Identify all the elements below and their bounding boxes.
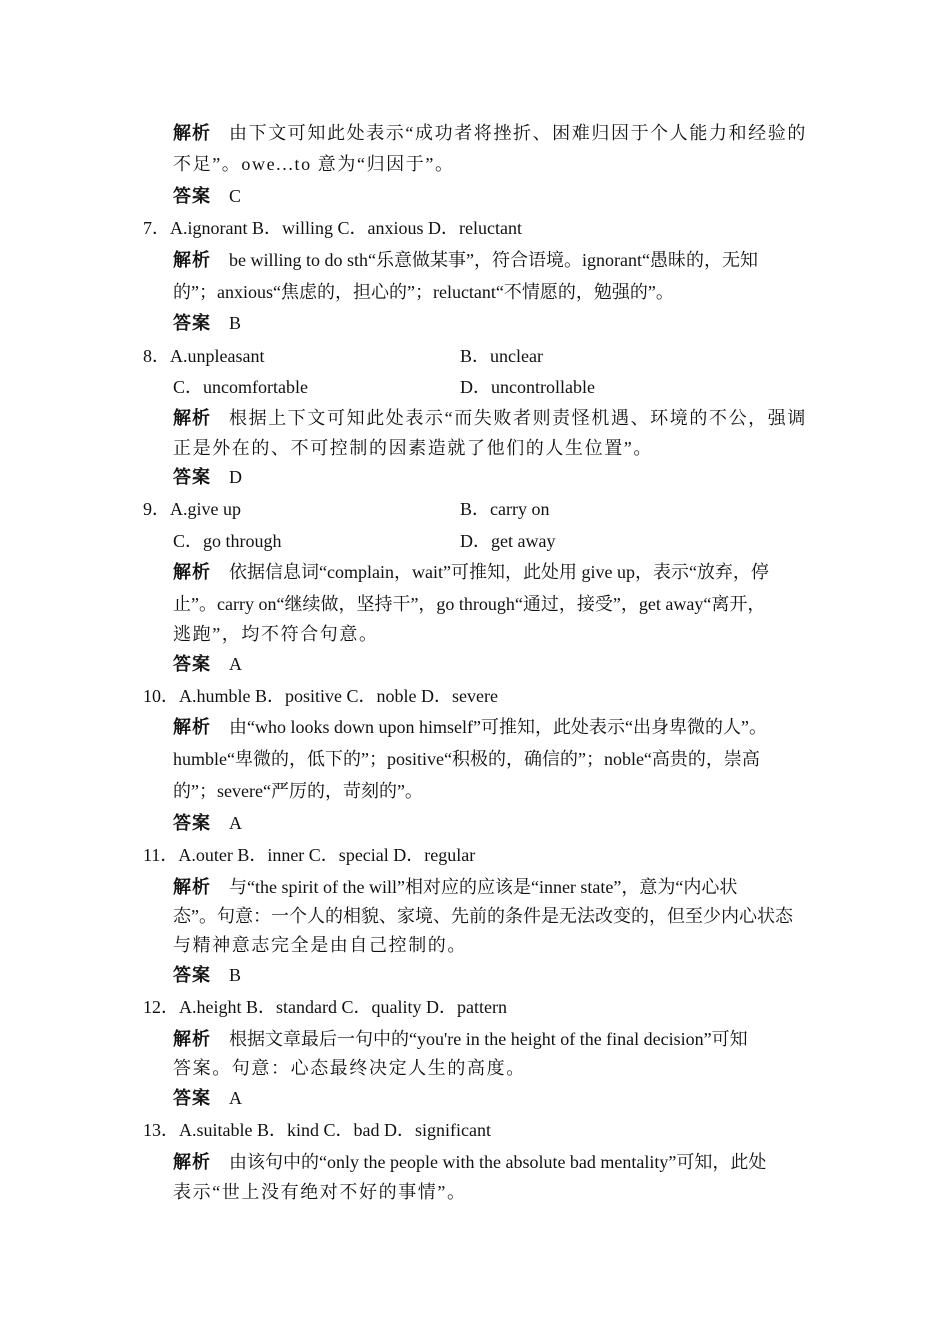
- q9-option-a: 9．A.give up: [143, 499, 241, 519]
- q12-analysis-line2: 答案。句意：心态最终决定人生的高度。: [173, 1058, 526, 1078]
- q8-analysis-line2: 正是外在的、不可控制的因素造就了他们的人生位置”。: [173, 438, 653, 458]
- q6-analysis-line2: 不足”。owe...to 意为“归因于”。: [173, 154, 455, 174]
- q9-option-b: B．carry on: [460, 499, 550, 519]
- answer-label: 答案: [173, 467, 211, 487]
- q11-analysis-line1: 解析 与“the spirit of the will”相对应的应该是“inner state”，意为“内心状: [173, 877, 738, 897]
- q8-option-c: C．uncomfortable: [173, 377, 308, 397]
- q9-analysis-line1: 解析 依据信息词“complain，wait”可推知，此处用 give up，表示“放弃，停: [173, 562, 769, 582]
- q11-stem: 11．A.outer B．inner C．special D．regular: [143, 845, 476, 865]
- q10-analysis-line3: 的”；severe“严厉的，苛刻的”。: [173, 781, 423, 801]
- q12-stem: 12．A.height B．standard C．quality D．pattern: [143, 997, 507, 1017]
- q7-analysis-line1: 解析 be willing to do sth“乐意做某事”，符合语境。ignorant“愚昧的，无知: [173, 250, 758, 270]
- q10-stem: 10．A.humble B．positive C．noble D．severe: [143, 686, 498, 706]
- q7-answer: 答案 B: [173, 313, 242, 333]
- q13-analysis-line2: 表示“世上没有绝对不好的事情”。: [173, 1182, 467, 1202]
- analysis-label: 解析: [173, 562, 211, 582]
- q12-analysis-line1: 解析 根据文章最后一句中的“you're in the height of the final decision”可知: [173, 1029, 748, 1049]
- analysis-label: 解析: [173, 250, 211, 270]
- answer-label: 答案: [173, 313, 211, 333]
- q8-answer: 答案 D: [173, 467, 242, 487]
- q13-analysis-line1: 解析 由该句中的“only the people with the absolute bad mentality”可知，此处: [173, 1152, 767, 1172]
- answer-label: 答案: [173, 654, 211, 674]
- analysis-label: 解析: [173, 877, 211, 897]
- q7-stem: 7．A.ignorant B．willing C．anxious D．reluctant: [143, 218, 522, 238]
- analysis-label: 解析: [173, 717, 211, 737]
- q6-answer: 答案 C: [173, 186, 242, 206]
- q13-stem: 13．A.suitable B．kind C．bad D．significant: [143, 1120, 491, 1140]
- q9-answer: 答案 A: [173, 654, 242, 674]
- q12-answer: 答案 A: [173, 1088, 242, 1108]
- q8-option-a: 8．A.unpleasant: [143, 346, 265, 366]
- analysis-label: 解析: [173, 408, 211, 428]
- q8-option-b: B．unclear: [460, 346, 543, 366]
- q9-option-c: C．go through: [173, 531, 282, 551]
- answer-label: 答案: [173, 813, 211, 833]
- q9-analysis-line2: 止”。carry on“继续做，坚持干”，go through“通过，接受”，get away“离开，: [173, 594, 766, 614]
- q10-analysis-line1: 解析 由“who looks down upon himself”可推知，此处表示“出身卑微的人”。: [173, 717, 767, 737]
- q10-analysis-line2: humble“卑微的，低下的”；positive“积极的，确信的”；noble“高贵的，崇高: [173, 749, 760, 769]
- q11-answer: 答案 B: [173, 965, 242, 985]
- answer-label: 答案: [173, 186, 211, 206]
- q9-analysis-line3: 逃跑”，均不符合句意。: [173, 624, 379, 644]
- q7-analysis-line2: 的”；anxious“焦虑的，担心的”；reluctant“不情愿的，勉强的”。: [173, 282, 674, 302]
- q11-analysis-line2: 态”。句意：一个人的相貌、家境、先前的条件是无法改变的，但至少内心状态: [173, 906, 793, 926]
- answer-label: 答案: [173, 1088, 211, 1108]
- q6-analysis-line1: 解析 由下文可知此处表示“成功者将挫折、困难归因于个人能力和经验的: [173, 123, 807, 143]
- q9-option-d: D．get away: [460, 531, 556, 551]
- analysis-label: 解析: [173, 123, 211, 143]
- answer-label: 答案: [173, 965, 211, 985]
- q11-analysis-line3: 与精神意志完全是由自己控制的。: [173, 935, 467, 955]
- analysis-label: 解析: [173, 1152, 211, 1172]
- q10-answer: 答案 A: [173, 813, 242, 833]
- analysis-label: 解析: [173, 1029, 211, 1049]
- q8-analysis-line1: 解析 根据上下文可知此处表示“而失败者则责怪机遇、环境的不公，强调: [173, 408, 807, 428]
- q8-option-d: D．uncontrollable: [460, 377, 595, 397]
